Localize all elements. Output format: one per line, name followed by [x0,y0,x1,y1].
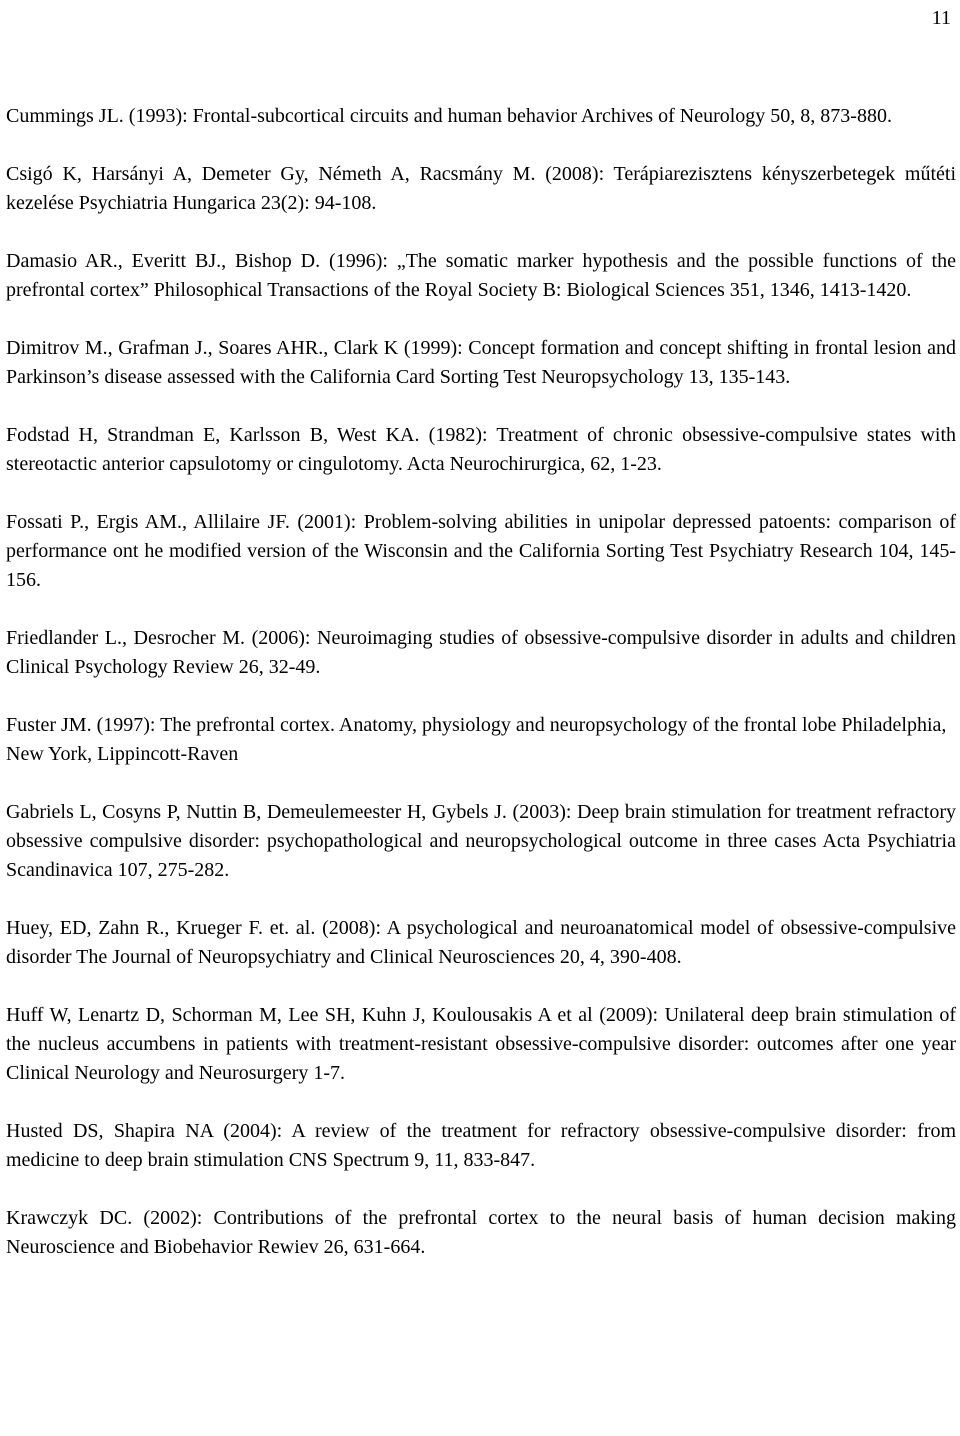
reference-item: Husted DS, Shapira NA (2004): A review of the treatment for refractory obsessive-compulsive disorder: from medicine to deep brain stimulation CNS Spectrum 9, 11, 833-847. [6,1120,956,1171]
reference-item: Dimitrov M., Grafman J., Soares AHR., Clark K (1999): Concept formation and concept shifting in frontal lesion and Parkinson’s disease assessed with the California Card Sorting Test Neuropsychology 13, 135-143. [6,337,956,388]
reference-item: Fodstad H, Strandman E, Karlsson B, West KA. (1982): Treatment of chronic obsessive-compulsive states with stereotactic anterior capsulotomy or cingulotomy. Acta Neurochirurgica, 62, 1-23. [6,424,956,475]
page-number: 11 [931,7,951,29]
reference-list [6,102,956,1262]
reference-item: Fossati P., Ergis AM., Allilaire JF. (2001): Problem-solving abilities in unipolar depressed patoents: comparison of performance ont he modified version of the Wisconsin and the California Sorting Test Psychiatry Research 104, 145-156. [6,511,956,591]
reference-item: Gabriels L, Cosyns P, Nuttin B, Demeulemeester H, Gybels J. (2003): Deep brain stimulation for treatment refractory obsessive compulsive disorder: psychopathological and neuropsychological outcome in three cases Acta Psychiatria Scandinavica 107, 275-282. [6,801,956,881]
reference-item: Krawczyk DC. (2002): Contributions of the prefrontal cortex to the neural basis of human decision making Neuroscience and Biobehavior Rewiev 26, 631-664. [6,1207,956,1258]
reference-item: Csigó K, Harsányi A, Demeter Gy, Németh A, Racsmány M. (2008): Terápiarezisztens kényszerbetegek műtéti kezelése Psychiatria Hungarica 23(2): 94-108. [6,163,956,214]
reference-item: Damasio AR., Everitt BJ., Bishop D. (1996): „The somatic marker hypothesis and the possible functions of the prefrontal cortex” Philosophical Transactions of the Royal Society B: Biological Sciences 351, 1346, 1413-1420. [6,250,956,301]
reference-item: Fuster JM. (1997): The prefrontal cortex. Anatomy, physiology and neuropsychology of the frontal lobe Philadelphia, New York, Lippincott-Raven [6,714,947,765]
reference-item: Huff W, Lenartz D, Schorman M, Lee SH, Kuhn J, Koulousakis A et al (2009): Unilateral deep brain stimulation of the nucleus accumbens in patients with treatment-resistant obsessive-compulsive disorder: outcomes after one year Clinical Neurology and Neurosurgery 1-7. [6,1004,956,1084]
reference-item: Cummings JL. (1993): Frontal-subcortical circuits and human behavior Archives of Neurology 50, 8, 873-880. [6,105,892,127]
reference-item: Huey, ED, Zahn R., Krueger F. et. al. (2008): A psychological and neuroanatomical model of obsessive-compulsive disorder The Journal of Neuropsychiatry and Clinical Neurosciences 20, 4, 390-408. [6,917,956,968]
reference-item: Friedlander L., Desrocher M. (2006): Neuroimaging studies of obsessive-compulsive disorder in adults and children Clinical Psychology Review 26, 32-49. [6,627,956,678]
